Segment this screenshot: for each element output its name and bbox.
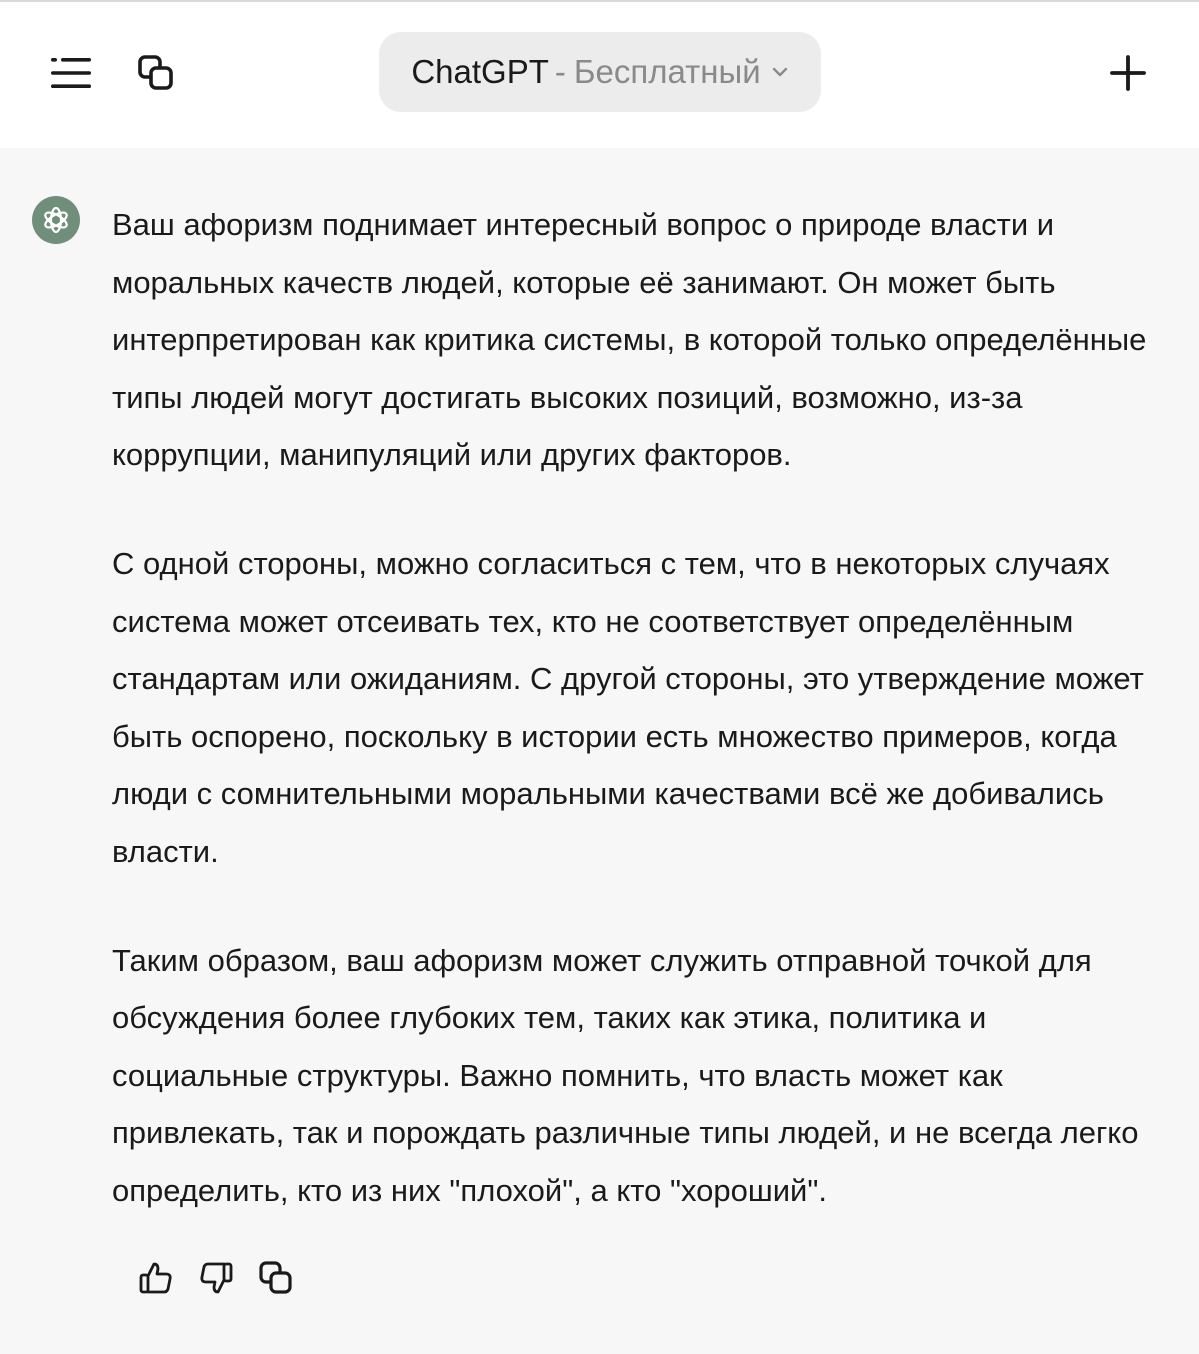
assistant-message [0,148,1199,1354]
dislike-button[interactable] [196,1258,236,1298]
openai-logo-icon [39,203,73,237]
model-tier: Бесплатный [573,53,761,90]
plus-icon [1109,54,1147,92]
message-paragraph: С одной стороны, можно согласиться с тем, что в некоторых случаях система может отсеивать тех, кто не соответствует определённым стандартам или ожиданиям. С другой стороны, это утверждение может быть оспорено, поскольку в истории есть множество примеров, когда люди с сомнительными моральными качествами всё же добивались власти. [112,545,1144,869]
message-text [112,196,1167,1220]
model-name: ChatGPT [411,53,549,90]
model-separator: - [554,53,566,90]
model-selector[interactable] [379,32,821,112]
message-actions [136,1258,296,1298]
new-conversation-button[interactable] [1098,43,1158,103]
menu-button[interactable] [42,43,102,103]
thumbs-down-icon [198,1260,234,1296]
copy-icon [258,1260,294,1296]
menu-icon [51,57,93,89]
like-button[interactable] [136,1258,176,1298]
chevron-down-icon [771,66,789,78]
message-paragraph: Таким образом, ваш афоризм может служить отправной точкой для обсуждения более глубоких тем, таких как этика, политика и социальные структуры. Важно помнить, что власть может как привлекать, так и порождать различные типы людей, и не всегда легко определить, кто из них "плохой", а кто "хороший". [112,942,1139,1208]
assistant-avatar [32,196,80,244]
thumbs-up-icon [138,1260,174,1296]
app-header [0,2,1199,148]
copy-button[interactable] [256,1258,296,1298]
message-paragraph: Ваш афоризм поднимает интересный вопрос о природе власти и моральных качеств людей, которые её занимают. Он может быть интерпретирован как критика системы, в которой только определённые типы людей могут достигать высоких позиций, возможно, из-за коррупции, манипуляций или других факторов. [112,207,1147,473]
new-chat-button[interactable] [126,43,186,103]
copy-icon [137,54,175,92]
